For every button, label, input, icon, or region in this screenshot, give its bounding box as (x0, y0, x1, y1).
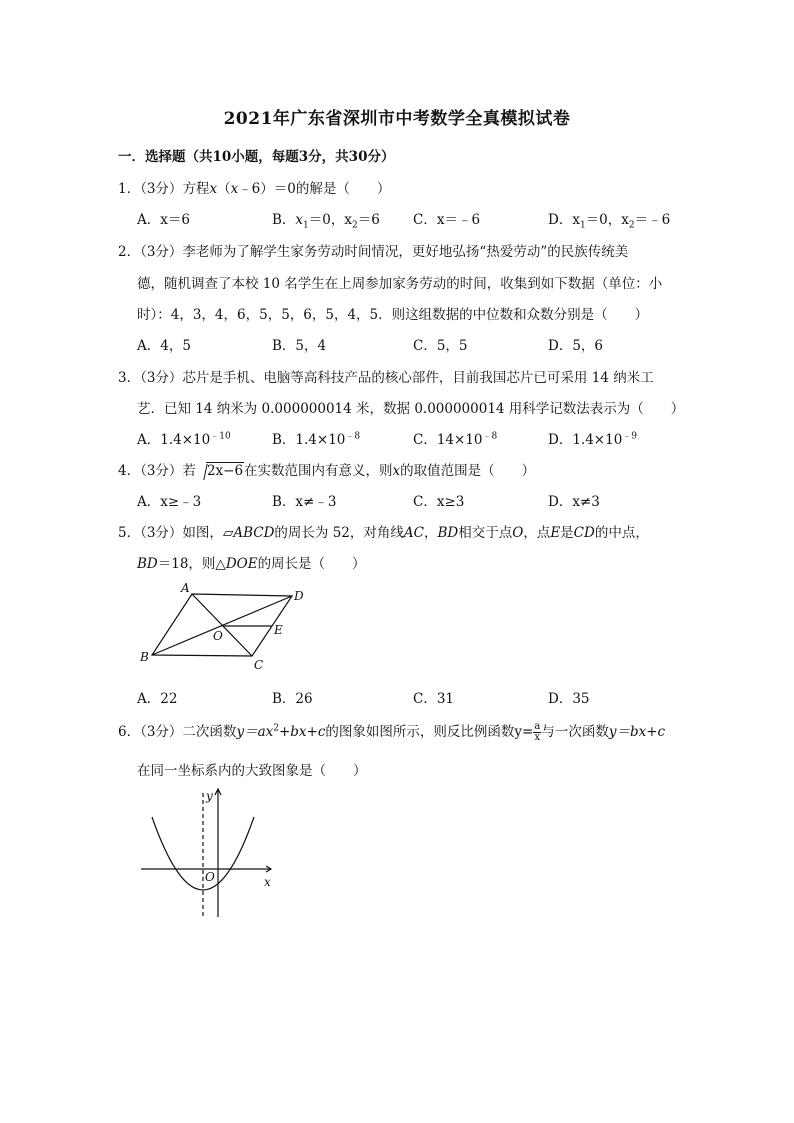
q1-option-a: A．x＝6 (137, 212, 190, 228)
q2-option-d: D．5，6 (548, 338, 604, 354)
q3-option-b: B．$1.4\times 10^{﹣8}$ (272, 431, 361, 448)
label-o: O (213, 629, 223, 643)
q5-option-b: B．26 (272, 691, 313, 707)
q3-option-a: A．$1.4\times 10^{﹣10}$ (137, 431, 231, 448)
label-d: D (294, 589, 304, 603)
q1-option-d: D．$x_1=0$，$x_2=﹣6$ (548, 212, 671, 231)
q2-option-c: C．5，5 (413, 338, 468, 354)
parallelogram-figure (135, 578, 315, 678)
q1-option-c: C．x＝﹣6 (413, 212, 481, 228)
question-4-stem: 4．（3分）若 2x−6在实数范围内有意义，则x的取值范围是（ ） (118, 463, 536, 479)
section-heading: 一．选择题（共10小题，每题3分，共30分） (118, 149, 395, 165)
q4-option-b: B．x≠﹣3 (272, 494, 337, 510)
question-2-line-1: 2．（3分）李老师为了解学生家务劳动时间情况，更好地弘扬“热爱劳动”的民族传统美 (118, 244, 629, 260)
question-3-line-2: 艺．已知 14 纳米为 0.000000014 米，数据 0.000000014 用科学记数法表示为（ ） (137, 401, 685, 417)
q3-option-d: D．$1.4\times 10^{﹣9}$ (548, 431, 638, 448)
q1-option-b: B．$x_1=0$，$x_2=6$ (272, 212, 380, 231)
parabola-figure (138, 785, 288, 925)
label-x-axis: x (264, 875, 271, 889)
square-root-expression: 2x−6 (196, 463, 244, 479)
label-b: B (140, 650, 149, 664)
q2-option-a: A．4，5 (137, 338, 191, 354)
label-origin: O (205, 870, 215, 884)
q4-option-c: C．x≥3 (413, 494, 465, 510)
label-e: E (274, 623, 283, 637)
question-3-line-1: 3．（3分）芯片是手机、电脑等高科技产品的核心部件，目前我国芯片已可采用 14 纳米工 (118, 370, 654, 386)
q4-option-a: A．x≥﹣3 (137, 494, 202, 510)
q2-option-b: B．5，4 (272, 338, 327, 354)
label-c: C (254, 658, 264, 672)
question-5-line-2: BD＝18，则△DOE的周长是（ ） (137, 556, 366, 572)
exam-title: 2021年广东省深圳市中考数学全真模拟试卷 (223, 109, 571, 129)
question-2-line-3: 时）：4，3，4，6，5，5，6，5，4，5．则这组数据的中位数和众数分别是（ ） (137, 307, 649, 323)
q5-option-c: C．31 (413, 691, 455, 707)
question-6-line-2: 在同一坐标系内的大致图象是（ ） (137, 763, 367, 779)
q5-option-d: D．35 (548, 691, 590, 707)
q5-option-a: A．22 (137, 691, 178, 707)
question-1-stem: 1．（3分）方程x（x﹣6）＝0的解是（ ） (118, 181, 391, 197)
label-y-axis: y (206, 789, 213, 803)
fraction-a-over-x: $\frac{a}{x}$ (534, 721, 541, 743)
question-2-line-2: 德，随机调查了本校 10 名学生在上周参加家务劳动的时间，收集到如下数据（单位：小 (137, 276, 663, 292)
question-6-line-1: 6．（3分）二次函数$y=ax^2+bx+c$的图象如图所示，则反比例函数y= $\frac{a}{x}$ 与一次函数y＝bx+c (118, 721, 666, 743)
question-5-line-1: 5．（3分）如图，▱ABCD的周长为 52，对角线AC，BD相交于点O，点E是CD的中点， (118, 525, 649, 541)
label-a: A (181, 581, 190, 595)
q4-option-d: D．x≠3 (548, 494, 600, 510)
q3-option-c: C．$14\times 10^{﹣8}$ (413, 431, 498, 448)
